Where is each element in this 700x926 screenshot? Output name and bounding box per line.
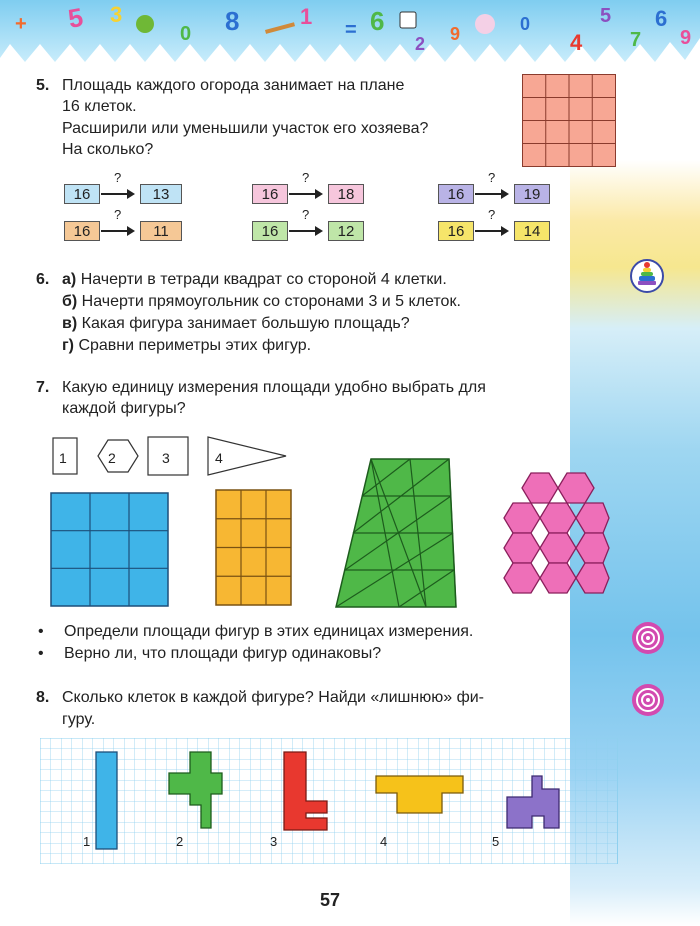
task7-line2: каждой фигуры? [62,400,186,417]
pyramid-toy-icon [630,258,664,294]
svg-text:9: 9 [680,27,692,49]
task7-number: 7. [36,379,50,396]
svg-text:5: 5 [65,1,86,34]
header-banner [0,0,700,70]
bullet-mark: • [38,645,44,662]
pair-4 [64,207,184,247]
pair-from-box: 16 [64,184,100,204]
orange-rectangle-figure [215,489,293,607]
task6-b-text: Начерти прямоугольник со сторонами 3 и 5 клеток. [81,293,461,310]
task5-line3: Расширили или уменьшили участок его хозяева? [62,120,429,137]
task8-number: 8. [36,689,50,706]
pair-to-box: 19 [514,184,550,204]
task7-line1: Какую единицу измерения площади удобно выбрать для [62,379,486,396]
task8-line2: гуру. [62,711,96,728]
task5-line1: Площадь каждого огорода занимает на плане [62,77,405,94]
blue-square-figure [50,492,170,608]
task7-bullet2: Верно ли, что площади фигур одинаковы? [64,645,382,662]
spiral-icon [630,620,666,656]
unit-label-1: 1 [59,450,67,466]
pink-hexagons-figure [492,470,612,610]
pair-from-box: 16 [438,221,474,241]
svg-text:6: 6 [370,6,385,36]
task6-d-label: г) [62,337,74,354]
arrow [101,193,133,195]
task6-a-label: а) [62,271,77,288]
pair-from-box: 16 [252,184,288,204]
task6-a [62,270,447,290]
unit-label-2: 2 [108,450,116,466]
svg-text:0: 0 [180,23,192,45]
pair-to-box: 13 [140,184,182,204]
figure-label-3: 3 [270,834,278,849]
svg-text:0: 0 [520,14,531,34]
pair-to-box: 11 [140,221,182,241]
task6-c [62,314,410,334]
svg-text:1: 1 [300,4,313,29]
pair-5 [252,207,372,247]
svg-text:3: 3 [110,2,123,27]
task5-line4: На сколько? [62,141,154,158]
figure-label-2: 2 [176,834,184,849]
pair-2 [252,170,372,210]
task6-d [62,336,311,356]
task6-b-label: б) [62,293,78,310]
question-mark: ? [488,170,496,185]
svg-text:2: 2 [415,34,426,54]
question-mark: ? [114,170,122,185]
task6-d-text: Сравни периметры этих фигур. [78,337,312,354]
task5-number: 5. [36,77,50,94]
task5-line2: 16 клеток. [62,98,137,115]
arrow [475,193,507,195]
pair-from-box: 16 [64,221,100,241]
unit-shapes [50,432,300,478]
task6-b [62,292,461,312]
spiral-icon [630,682,666,718]
green-triangles-figure [334,457,458,609]
task6-c-label: в) [62,315,78,332]
arrow [475,230,507,232]
arrow [289,193,321,195]
question-mark: ? [302,170,310,185]
page-number: 57 [320,890,341,910]
svg-text:7: 7 [630,29,642,51]
grid-paper [40,738,618,864]
pair-to-box: 14 [514,221,550,241]
question-mark: ? [488,207,496,222]
figure-label-5: 5 [492,834,500,849]
arrow [101,230,133,232]
svg-text:+: + [15,13,27,35]
pair-to-box: 12 [328,221,364,241]
task6-a-text: Начерти в тетради квадрат со стороной 4 клетки. [80,271,447,288]
svg-text:8: 8 [225,6,240,36]
pair-1 [64,170,184,210]
garden-plan-grid [522,74,617,168]
unit-label-3: 3 [162,450,170,466]
pair-from-box: 16 [252,221,288,241]
svg-text:=: = [345,19,357,41]
figure-1-bar [96,752,117,849]
figure-label-1: 1 [83,834,91,849]
task7-bullet1: Определи площади фигур в этих единицах измерения. [64,623,474,640]
question-mark: ? [114,207,122,222]
question-mark: ? [302,207,310,222]
task6-c-text: Какая фигура занимает большую площадь? [81,315,410,332]
svg-text:4: 4 [570,30,583,55]
svg-text:6: 6 [655,6,668,31]
task8-line1: Сколько клеток в каждой фигуре? Найди «лишнюю» фи- [62,689,484,706]
bullet-mark: • [38,623,44,640]
arrow [289,230,321,232]
pair-6 [438,207,558,247]
pair-to-box: 18 [328,184,364,204]
task6-number: 6. [36,271,50,288]
figure-label-4: 4 [380,834,388,849]
pair-3 [438,170,558,210]
svg-text:5: 5 [600,5,612,27]
svg-text:9: 9 [450,24,461,44]
pair-from-box: 16 [438,184,474,204]
unit-label-4: 4 [215,450,223,466]
